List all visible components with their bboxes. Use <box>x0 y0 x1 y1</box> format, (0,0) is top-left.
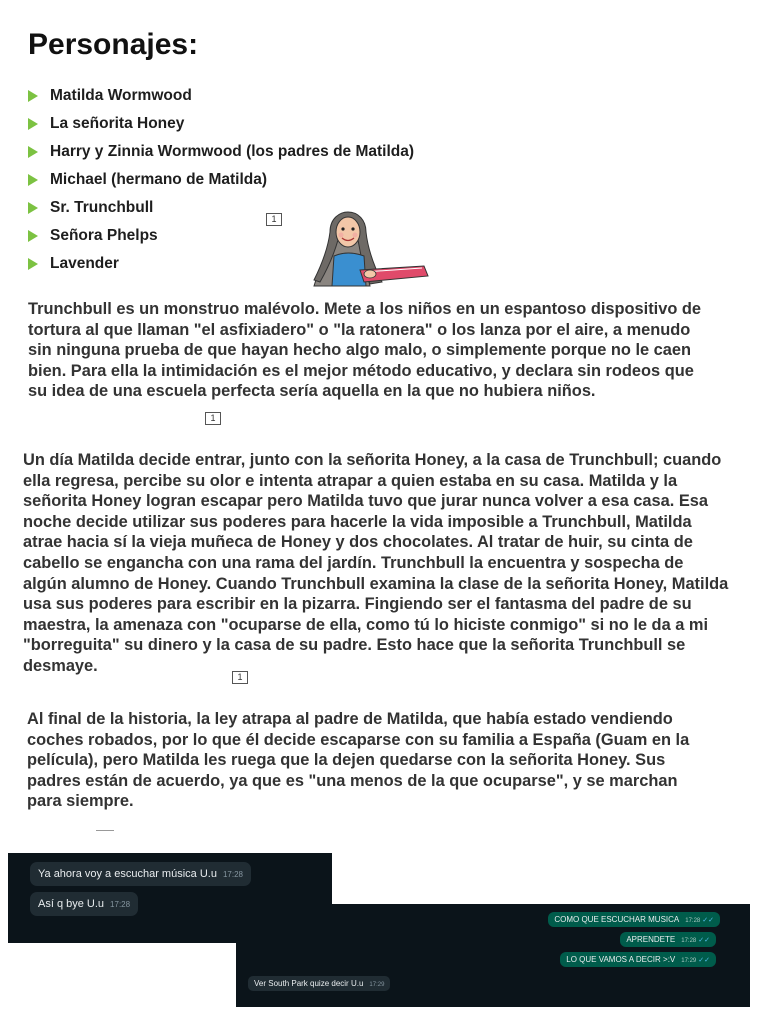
reference-marker[interactable]: 1 <box>232 671 248 684</box>
message-time: 17:28 <box>110 900 131 909</box>
character-name: Señora Phelps <box>50 227 158 244</box>
text-line: Un día Matilda decide entrar, junto con la señorita Honey, a la casa de Trunchbull; cuando <box>23 451 722 469</box>
message-text: APRENDETE <box>626 935 676 944</box>
text-line: algún alumno de Honey. Cuando Trunchbull examina la clase de la señorita Honey, Matilda <box>23 574 729 593</box>
bullet-arrow-icon <box>28 90 38 102</box>
chat-message-outgoing[interactable] <box>620 932 716 947</box>
character-name: Michael (hermano de Matilda) <box>50 171 268 188</box>
text-line: coches robados, por lo que él decide escaparse con su familia a España (Guam en la <box>27 730 690 749</box>
chat-message-incoming[interactable] <box>30 862 251 886</box>
text-line: padres están de acuerdo, ya que es "una menos de la que ocuparse", y se marchan <box>27 771 678 790</box>
text-line: atrae hacia sí la vieja muñeca de Honey y dos chocolates. Al tratar de huir, su cinta de <box>23 533 693 552</box>
page-title: Personajes: <box>28 28 199 61</box>
read-receipt-icon: ✓✓ <box>702 917 714 924</box>
message-text: Ya ahora voy a escuchar música U.u <box>38 868 217 880</box>
bullet-arrow-icon <box>28 146 38 158</box>
bullet-arrow-icon <box>28 202 38 214</box>
text-line: Trunchbull es un monstruo malévolo. Mete a los niños en un espantoso dispositivo de <box>28 300 702 318</box>
message-time: 17:28 <box>222 870 243 879</box>
paragraph-plot <box>23 450 758 677</box>
text-line: película), pero Matilda les ruega que la dejen quedarse con la señorita Honey. Sus <box>27 751 666 770</box>
text-line: "borreguita" su dinero y la casa de su padre. Esto hace que la señorita Trunchbull se <box>23 636 686 655</box>
text-line: tortura al que llaman "el asfixiadero" o "la ratonera" o los lanza por el aire, a menudo <box>28 320 691 339</box>
message-text: LO QUE VAMOS A DECIR >:V <box>566 955 676 964</box>
bullet-arrow-icon <box>28 258 38 270</box>
bullet-arrow-icon <box>28 118 38 130</box>
message-text: Así q bye U.u <box>38 898 105 910</box>
text-line: ella regresa, percibe su olor e intenta atrapar a quien estaba en su casa. Matilda y la <box>23 471 678 490</box>
chat-message-incoming[interactable] <box>30 892 138 916</box>
chat-message-incoming[interactable] <box>248 976 390 991</box>
text-line: desmaye. <box>23 656 98 675</box>
bullet-arrow-icon <box>28 230 38 242</box>
text-line: para siempre. <box>27 792 134 811</box>
text-line: su idea de una escuela perfecta sería aquella en la que no hubiera niños. <box>28 382 596 401</box>
message-time: 17:29 <box>681 958 697 964</box>
character-name: Sr. Trunchbull <box>50 199 154 216</box>
character-name: Lavender <box>50 255 119 272</box>
reference-marker[interactable]: 1 <box>205 412 221 425</box>
list-item <box>28 166 414 194</box>
text-line: cabello se engancha con una rama del jardín. Trunchbull la encuentra y sospecha de <box>23 553 684 572</box>
paragraph-ending <box>27 709 757 812</box>
bullet-arrow-icon <box>28 174 38 186</box>
message-time: 17:28 <box>685 918 701 924</box>
character-name: La señorita Honey <box>50 115 185 132</box>
paragraph-trunchbull <box>28 299 758 402</box>
reference-marker[interactable]: 1 <box>266 213 282 226</box>
list-item <box>28 138 414 166</box>
text-line: maestra, la amenaza con "ocuparse de ella, como tú lo hiciste conmigo" si no le da a mi <box>23 615 709 634</box>
text-line: sin ninguna prueba de que hayan hecho algo malo, o simplemente porque no le caen <box>28 341 692 360</box>
list-item <box>28 110 414 138</box>
message-time: 17:29 <box>369 982 385 988</box>
message-text: Ver South Park quize decir U.u <box>254 979 364 988</box>
text-line: señorita Honey logran escapar pero Matilda tuvo que jurar nunca volver a esa casa. Esa <box>23 492 709 511</box>
message-text: COMO QUE ESCUCHAR MUSICA <box>554 915 680 924</box>
chat-message-outgoing[interactable] <box>560 952 716 967</box>
text-line: bien. Para ella la intimidación es el mejor método educativo, y declara sin rodeos que <box>28 361 694 380</box>
text-line: noche decide utilizar sus poderes para hacerle la vida imposible a Trunchbull, Matilda <box>23 512 692 531</box>
matilda-illustration <box>312 210 430 288</box>
character-name: Matilda Wormwood <box>50 87 192 104</box>
character-name: Harry y Zinnia Wormwood (los padres de Matilda) <box>50 143 415 160</box>
read-receipt-icon: ✓✓ <box>698 937 710 944</box>
text-line: usa sus poderes para escribir en la pizarra. Fingiendo ser el fantasma del padre de su <box>23 595 692 614</box>
chat-screenshot-2 <box>236 904 750 1007</box>
message-time: 17:28 <box>681 938 697 944</box>
list-item <box>28 82 414 110</box>
divider <box>96 830 114 831</box>
read-receipt-icon: ✓✓ <box>698 957 710 964</box>
text-line: Al final de la historia, la ley atrapa al padre de Matilda, que había estado vendiendo <box>27 710 673 728</box>
chat-message-outgoing[interactable] <box>548 912 720 927</box>
